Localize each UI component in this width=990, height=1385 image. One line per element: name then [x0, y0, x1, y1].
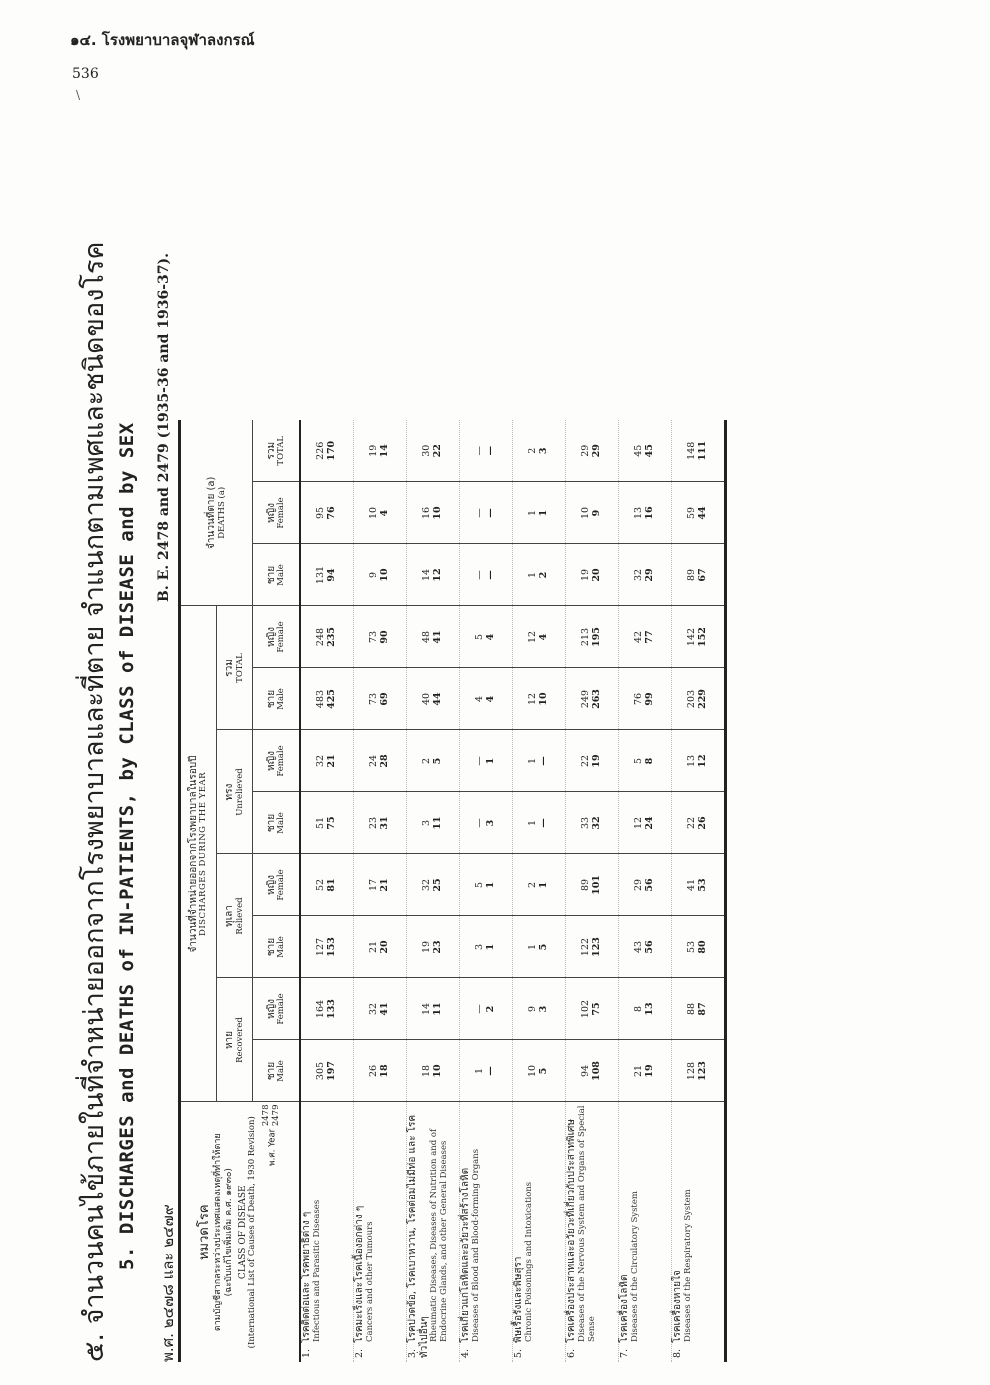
value-cell: 14 12	[407, 544, 460, 606]
deaths-male-header: ชาย Male	[253, 544, 300, 606]
value-cell: 12 24	[619, 792, 672, 854]
value-cell: 89 101	[566, 854, 619, 916]
value-cell: 42 77	[619, 606, 672, 668]
value-cell: 51 75	[300, 792, 354, 854]
value-cell: 30 22	[407, 420, 460, 482]
value-cell: — 1	[460, 730, 513, 792]
male-header: ชาย Male	[253, 1040, 300, 1102]
title-english: 5. DISCHARGES and DEATHS of IN-PATIENTS, by CLASS of DISEASE and by SEX	[116, 422, 138, 1270]
value-cell: 52 81	[300, 854, 354, 916]
value-cell: 21 20	[354, 916, 407, 978]
value-cell: 13 16	[619, 482, 672, 544]
female-header: หญิง Female	[253, 978, 300, 1040]
table-row	[354, 420, 407, 1362]
value-cell: 1 1	[513, 482, 566, 544]
value-cell: 122 123	[566, 916, 619, 978]
value-cell: 142 152	[672, 606, 726, 668]
value-cell: 249 263	[566, 668, 619, 730]
value-cell: 48 41	[407, 606, 460, 668]
female-header: หญิง Female	[253, 854, 300, 916]
year-thai: พ.ศ. ๒๔๗๘ และ ๒๔๗๙	[159, 1204, 177, 1362]
value-cell: 248 235	[300, 606, 354, 668]
value-cell: 1 5	[513, 916, 566, 978]
value-cell: 3 1	[460, 916, 513, 978]
value-cell: 5 4	[460, 606, 513, 668]
value-cell: 32 29	[619, 544, 672, 606]
table-row	[300, 420, 354, 1362]
value-cell: 483 425	[300, 668, 354, 730]
value-cell: 43 56	[619, 916, 672, 978]
rotated-table-block	[70, 137, 708, 1362]
value-cell: 73 90	[354, 606, 407, 668]
disease-class: 7.โรคเครื่องโลหิต Diseases of the Circulatory System	[619, 1102, 672, 1362]
value-cell: 102 75	[566, 978, 619, 1040]
value-cell: 17 21	[354, 854, 407, 916]
value-cell: 10 4	[354, 482, 407, 544]
value-cell: — —	[460, 420, 513, 482]
value-cell: 131 94	[300, 544, 354, 606]
value-cell: 148 111	[672, 420, 726, 482]
value-cell: 12 10	[513, 668, 566, 730]
value-cell: 18 10	[407, 1040, 460, 1102]
page-header-title: ๑๔. โรงพยาบาลจุฬาลงกรณ์	[70, 31, 255, 49]
relieved-header: ทุเลา Relieved	[217, 854, 253, 978]
male-header: ชาย Male	[253, 792, 300, 854]
value-cell: 45 45	[619, 420, 672, 482]
year-english: B. E. 2478 and 2479 (1935-36 and 1936-37).	[156, 252, 172, 602]
table-row	[619, 420, 672, 1362]
value-cell: 24 28	[354, 730, 407, 792]
value-cell: 10 5	[513, 1040, 566, 1102]
unrelieved-header: ทรง Unrelieved	[217, 730, 253, 854]
value-cell: 8 13	[619, 978, 672, 1040]
table-row	[407, 420, 460, 1362]
deaths-female-header: หญิง Female	[253, 482, 300, 544]
page-number: 536	[72, 66, 99, 82]
value-cell: 29 29	[566, 420, 619, 482]
value-cell: 23 31	[354, 792, 407, 854]
value-cell: 5 1	[460, 854, 513, 916]
recovered-header: หาย Recovered	[217, 978, 253, 1102]
disease-class: 2.โรคมะเร็งและโรคเนื้องอกต่าง ๆ Cancers and other Tumours	[354, 1102, 407, 1362]
value-cell: 9 3	[513, 978, 566, 1040]
value-cell: 1 —	[513, 792, 566, 854]
disease-class: 3.โรคปวดข้อ, โรคเบาหวาน, โรคต่อมไม่มีท่อ และ โรคทั่วไปอื่นๆ Rheumatic Diseases, Diseases of Nutrition and of Endocrine Glands, and other General Diseases	[407, 1102, 460, 1362]
total-header: รวม TOTAL	[217, 606, 253, 730]
value-cell: 2 5	[407, 730, 460, 792]
value-cell: 164 133	[300, 978, 354, 1040]
deaths-total-header: รวม TOTAL	[253, 420, 300, 482]
value-cell: 128 123	[672, 1040, 726, 1102]
title-thai: ๕. จำนวนคนไข้ภายในที่จำหน่ายออกจากโรงพยาบาลและที่ตาย จำแนกตามเพศและชนิดของโรค	[79, 241, 110, 1362]
value-cell: — 2	[460, 978, 513, 1040]
value-cell: 22 26	[672, 792, 726, 854]
value-cell: 203 229	[672, 668, 726, 730]
value-cell: 19 20	[566, 544, 619, 606]
female-header: หญิง Female	[253, 730, 300, 792]
page-mark: \	[76, 88, 81, 102]
value-cell: 95 76	[300, 482, 354, 544]
deaths-header: จำนวนที่ตาย (a) DEATHS (a)	[180, 420, 253, 606]
value-cell: 19 14	[354, 420, 407, 482]
value-cell: 19 23	[407, 916, 460, 978]
value-cell: 10 9	[566, 482, 619, 544]
value-cell: 213 195	[566, 606, 619, 668]
male-header: ชาย Male	[253, 668, 300, 730]
value-cell: 2 1	[513, 854, 566, 916]
value-cell: 5 8	[619, 730, 672, 792]
value-cell: 53 80	[672, 916, 726, 978]
value-cell: 2 3	[513, 420, 566, 482]
value-cell: 32 25	[407, 854, 460, 916]
value-cell: 13 12	[672, 730, 726, 792]
value-cell: 21 19	[619, 1040, 672, 1102]
value-cell: 94 108	[566, 1040, 619, 1102]
value-cell: 226 170	[300, 420, 354, 482]
value-cell: 40 44	[407, 668, 460, 730]
discharges-header: จำนวนที่จำหน่ายออกจากโรงพยาบาลในรอบปี DISCHARGES DURING THE YEAR	[180, 606, 217, 1102]
value-cell: 32 41	[354, 978, 407, 1040]
value-cell: 4 4	[460, 668, 513, 730]
value-cell: 14 11	[407, 978, 460, 1040]
value-cell: 16 10	[407, 482, 460, 544]
value-cell: 305 197	[300, 1040, 354, 1102]
value-cell: 3 11	[407, 792, 460, 854]
value-cell: 29 56	[619, 854, 672, 916]
value-cell: 26 18	[354, 1040, 407, 1102]
value-cell: 76 99	[619, 668, 672, 730]
disease-class: 6.โรคเครื่องประสาทและอวัยวะที่เกี่ยวกับประสาทพิเศษ Diseases of the Nervous System and Organs of Special Sense	[566, 1102, 619, 1362]
value-cell: 88 87	[672, 978, 726, 1040]
value-cell: 33 32	[566, 792, 619, 854]
value-cell: — —	[460, 482, 513, 544]
table-row	[513, 420, 566, 1362]
disease-class: 5.พิษเรื้อรังและพิษสุรา Chronic Poisonings and Intoxications	[513, 1102, 566, 1362]
value-cell: 1 —	[460, 1040, 513, 1102]
value-cell: 41 53	[672, 854, 726, 916]
table-row	[566, 420, 619, 1362]
disease-class: 4.โรคเกี่ยวแก่โลหิตและอวัยวะที่สร้างโลหิต Diseases of Blood and Blood-forming Organs	[460, 1102, 513, 1362]
disease-class: 8.โรคเครื่องหายใจ Diseases of the Respiratory System	[672, 1189, 693, 1358]
value-cell: 12 4	[513, 606, 566, 668]
disease-table	[178, 420, 727, 1362]
class-header: หมวดโรค ตามบัญชีสากลระหว่างประเทศแสดงเหตุที่ทำให้ตาย (ฉะบับแก้ไขเพิ่มเติม ค.ศ. ๑๙๓๐) CLASS OF DISEASE (International List of Causes of Death, 1930 Revision) พ.ศ. Year 2478 2479	[180, 1102, 301, 1362]
value-cell: 73 69	[354, 668, 407, 730]
value-cell: 89 67	[672, 544, 726, 606]
table-row	[672, 420, 726, 1362]
female-header: หญิง Female	[253, 606, 300, 668]
table-row	[460, 420, 513, 1362]
value-cell: 9 10	[354, 544, 407, 606]
male-header: ชาย Male	[253, 916, 300, 978]
value-cell: 1 —	[513, 730, 566, 792]
value-cell: 127 153	[300, 916, 354, 978]
value-cell: 59 44	[672, 482, 726, 544]
value-cell: 22 19	[566, 730, 619, 792]
value-cell: — 3	[460, 792, 513, 854]
value-cell: — —	[460, 544, 513, 606]
disease-class: 1.โรคติดต่อและ โรคพยาธิต่าง ๆ Infectious and Parasitic Diseases	[300, 1102, 354, 1362]
value-cell: 32 21	[300, 730, 354, 792]
value-cell: 1 2	[513, 544, 566, 606]
